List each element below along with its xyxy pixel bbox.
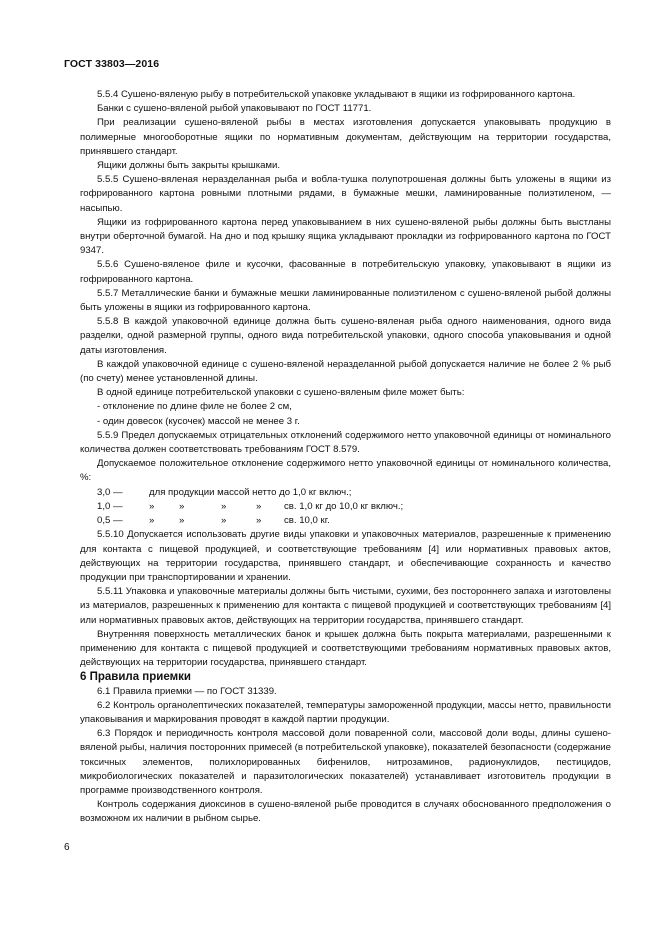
percent-value: 1,0 —	[97, 500, 123, 512]
ditto-mark: »	[149, 500, 155, 512]
paragraph: 5.5.5 Сушено-вяленая неразделанная рыба и вобла-тушка полупотрошеная должны быть уложены в ящики из гофрированного картона ровными плотными рядами, в бумажные мешки, ламинированные полиэтиленом, — насыпью.	[80, 174, 611, 214]
paragraph: Ящики из гофрированного картона перед упаковыванием в них сушено-вяленой рыбы должны быть выстланы внутри оберточной бумагой. На дно и под крышку ящика укладывают прокладки из гофрированного картона по ГОСТ 9347.	[80, 216, 611, 257]
percent-text: св. 1,0 кг до 10,0 кг включ.;	[284, 500, 404, 512]
percent-text: св. 10,0 кг.	[284, 515, 330, 527]
ditto-mark: »	[221, 515, 227, 527]
ditto-mark: »	[179, 500, 185, 512]
paragraph: 5.5.8 В каждой упаковочной единице должна быть сушено-вяленая рыба одного наименования, одного вида разделки, одной размерной группы, одного вида потребительской упаковки, одного способа упаковывания и одной даты изготовления.	[80, 316, 611, 356]
percent-text: для продукции массой нетто до 1,0 кг включ.;	[149, 486, 352, 498]
paragraph: В одной единице потребительской упаковки с сушено-вяленым филе может быть:	[97, 387, 465, 399]
percent-row	[97, 486, 611, 500]
paragraph: 6.2 Контроль органолептических показателей, температуры замороженной продукции, массы нетто, правильности упаковывания и маркирования проводят в каждой партии продукции.	[80, 699, 611, 725]
paragraph: 5.5.6 Сушено-вяленое филе и кусочки, фасованные в потребительскую упаковку, упаковывают в ящики из гофрированного картона.	[80, 259, 611, 285]
paragraph: Банки с сушено-вяленой рыбой упаковывают по ГОСТ 11771.	[97, 103, 372, 115]
paragraph: При реализации сушено-вяленой рыбы в местах изготовления допускается упаковывать продукцию в полимерные многооборотные ящики по нормативным документам, действующим на территории государства, принявшего стандарт.	[80, 117, 611, 157]
page-number: 6	[64, 842, 70, 853]
ditto-mark: »	[149, 515, 155, 527]
paragraph: Допускаемое положительное отклонение содержимого нетто упаковочной единицы от номинального количества, %:	[80, 458, 611, 484]
paragraph: Ящики должны быть закрыты крышками.	[97, 160, 281, 172]
paragraph: В каждой упаковочной единице с сушено-вяленой неразделанной рыбой допускается наличие не более 2 % рыб (по счету) менее установленной длины.	[80, 358, 611, 385]
percent-row	[97, 514, 611, 528]
percent-table	[80, 486, 611, 529]
percent-value: 0,5 —	[97, 515, 123, 527]
document-body	[80, 88, 611, 827]
paragraph: 5.5.11 Упаковка и упаковочные материалы должны быть чистыми, сухими, без постороннего запаха и изготовлены из материалов, разрешенных к применению для контакта с пищевой продукцией и соответствующих требованиям [4] или нормативных правовых актов, действующих на территории государства, принявшего стандарт.	[80, 586, 611, 626]
paragraph: 5.5.10 Допускается использовать другие виды упаковки и упаковочных материалов, разрешенные к применению для контакта с пищевой продукцией, и соответствующие требованиям [4] или нормативных правовых актов, действующих на территории государства, принявшего стандарт, и обеспечивающие сохранность и качество продукции при транспортировании и хранении.	[80, 529, 611, 583]
ditto-mark: »	[256, 515, 262, 527]
document-header: ГОСТ 33803—2016	[64, 58, 160, 70]
paragraph: 5.5.9 Предел допускаемых отрицательных отклонений содержимого нетто упаковочной единицы от номинального количества должен соответствовать требованиям ГОСТ 8.579.	[80, 429, 611, 456]
paragraph: 6.1 Правила приемки — по ГОСТ 31339.	[97, 685, 277, 697]
paragraph: 6.3 Порядок и периодичность контроля массовой доли поваренной соли, массовой доли воды, длины сушено-вяленой рыбы, наличия посторонних примесей (в потребительской упаковке), показателей безопасности (содержание токсичных элементов, полихлорированных бифенилов, нитрозаминов, радионуклидов, пестицидов, микробиологических показателей и паразитологических показателей) устанавливает изготовитель продукции в программе производственного контроля.	[80, 728, 611, 796]
paragraph: Внутренняя поверхность металлических банок и крышек должна быть покрыта материалами, разрешенными к применению для контакта с пищевой продукцией и соответствующими требованиям нормативных правовых актов, действующих на территории государства, принявшего стандарт.	[80, 628, 611, 669]
paragraphs-section-5-5a	[80, 88, 611, 486]
paragraph: 5.5.4 Сушено-вяленую рыбу в потребительской упаковке укладывают в ящики из гофрированного картона.	[97, 89, 576, 100]
paragraphs-section-6	[80, 685, 611, 827]
paragraphs-section-5-5b	[80, 528, 611, 670]
percent-row	[97, 500, 611, 514]
section-title: 6 Правила приемки	[80, 671, 191, 684]
list-item: - один довесок (кусочек) массой не менее 3 г.	[97, 415, 300, 427]
paragraph: 5.5.7 Металлические банки и бумажные мешки ламинированные полиэтиленом с сушено-вяленой рыбой должны быть уложены в ящики из гофрированного картона.	[80, 287, 611, 314]
ditto-mark: »	[221, 500, 227, 512]
ditto-mark: »	[256, 500, 262, 512]
list-item: - отклонение по длине филе не более 2 см,	[97, 401, 292, 413]
ditto-mark: »	[179, 515, 185, 527]
percent-value: 3,0 —	[97, 486, 123, 498]
paragraph: Контроль содержания диоксинов в сушено-вяленой рыбе проводится в случаях обоснованного предположения о возможном их наличии в рыбном сырье.	[80, 799, 611, 825]
